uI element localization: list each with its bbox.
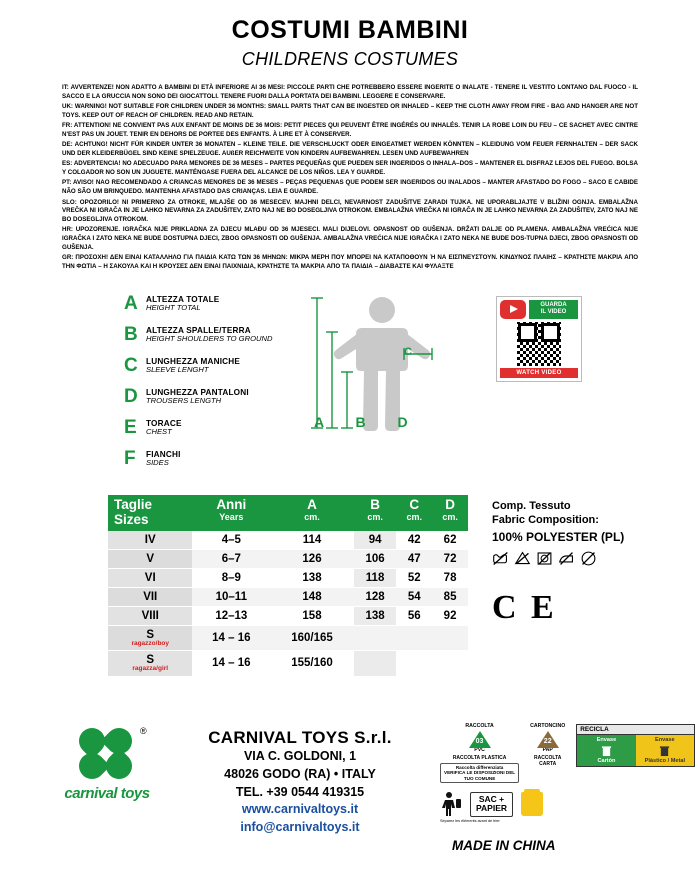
- legend-label-it: TORACE: [146, 418, 182, 428]
- cell-years: 10–11: [192, 587, 270, 606]
- header-d: [432, 495, 468, 531]
- warning-text: NO ADECUADO PARA MENORES DE 36 MESES – PARTES PEQUEÑAS QUE PUEDEN SER INGERIDOS O INHALA–DOS – MANTENER EL DISFRAZ LEJOS DEL FUEGO. BOLSA Y COLGADOR NO SON UN JUGUETE. MANTÉNGASE FUERA DEL ALCANCE DE LOS NIÑOS. LEA Y GUARDE.: [62, 160, 638, 177]
- no-iron-icon: [558, 550, 575, 567]
- warning-text: ΔΕΝ ΕΙΝΑΙ ΚΑΤΑΛΛΗΛΟ ΓΙΑ ΠΑΙΔΙΑ ΚΑΤΩ ΤΩΝ 36 ΜΗΝΩΝ: ΜΙΚΡΑ ΜΕΡΗ ΠΟΥ ΜΠΟΡΕΙ ΝΑ ΚΑΤΑΠΟΘΟΥΝ Ή ΝΑ ΕΙΣΠΝΕΥΣΤΟΥΝ. ΚΙΝΔΥΝΟΣ ΠΛΑΙΗΣ – ΚΡΑΤΗΣΤΕ ΜΑΚΡΙΑ ΑΠΟ ΤΗΝ ΦΩΤΙΑ – Η ΣΑΚΟΥΛΑ ΚΑΙ Η ΚΡΟΥΣΕΣ ΔΕΝ ΕΙΝΑΙ ΠΑΙΧΝΙΔΙΑ, ΚΡΑΤΗΣΤΕ ΤΑ ΜΑΚΡΙΑ ΑΠΟ ΤΑ ΠΑΙΔΙΑ – ΔΙΑΒΑΣΤΕ ΚΑΙ ΦΥΛΑΞΤΕ: [62, 254, 639, 271]
- cell-d: 78: [432, 568, 468, 587]
- cell-d: 62: [432, 531, 468, 550]
- cell-c: 54: [396, 587, 432, 606]
- warning-item: [62, 103, 638, 121]
- watch-video-badge[interactable]: [496, 296, 582, 382]
- legend-label-en: CHEST: [146, 427, 172, 437]
- cell-a: 114: [270, 531, 354, 550]
- cell-size: [108, 625, 192, 651]
- cell-size: IV: [108, 531, 192, 550]
- recicla-title: RECICLA: [577, 725, 694, 735]
- company-website[interactable]: www.carnivaltoys.it: [241, 802, 359, 817]
- table-row: [108, 549, 468, 568]
- recycling-info: [440, 724, 695, 824]
- cell-a: 160/165: [270, 625, 354, 651]
- recicla-box: [576, 724, 695, 767]
- warning-item: [62, 84, 638, 102]
- company-phone: TEL. +39 0544 419315: [235, 784, 365, 799]
- title-block: [0, 0, 700, 70]
- cell-a: 138: [270, 568, 354, 587]
- fabric-label-en: Fabric Composition:: [492, 513, 599, 526]
- warning-lang: DE: ACHTUNG!: [62, 141, 108, 149]
- cell-size: VI: [108, 568, 192, 587]
- figure-letter-labels: A B D: [314, 413, 422, 430]
- legend-letter: D: [124, 385, 138, 407]
- legend-item-c: [124, 356, 314, 380]
- measurement-legend: [124, 294, 314, 480]
- legend-label-en: TROUSERS LENGTH: [146, 396, 222, 406]
- youtube-icon: [500, 300, 526, 319]
- recicla-cell-carton-line1: Envase: [596, 737, 617, 743]
- header-a: [270, 495, 354, 531]
- warning-lang: FR: ATTENTION!: [62, 122, 111, 130]
- warning-item: [62, 199, 638, 225]
- legend-label-it: LUNGHEZZA PANTALONI: [146, 387, 249, 397]
- cell-years: 14 – 16: [192, 651, 270, 677]
- cell-size-note: ragazzo/boy: [131, 639, 169, 647]
- recycle-pap-code: 22: [543, 737, 552, 745]
- cell-size-note: ragazza/girl: [132, 665, 169, 673]
- cell-years: 12–13: [192, 606, 270, 625]
- recycle-triangle-icon: [537, 731, 559, 748]
- no-wash-icon: [492, 550, 509, 567]
- cell-size: [108, 651, 192, 677]
- fabric-label-it: Comp. Tessuto: [492, 500, 571, 512]
- recicla-cell-plastic-line1: Envase: [655, 737, 675, 743]
- recycle-pap-material: PAP: [542, 746, 553, 753]
- warning-text: NI PRIMERNO ZA OTROKE, MLAJŠE OD 36 MESECEV. MAJHNI DELCI, NEVARNOST ZADUŠITVE ZARADI TUJKA. NE UPORABLJAJTE V BLIŽINI OGNJA. EMBALAŽNA VREČKA NI IGRAČA IN JE LAHKO NEVARNA ZA ZADUŠITEV, ZATO NAJ NE BO DOSEGLJIVA OTROKOM. EMBALAŽNA VREČKA NI IGRAČA IN JE LAHKO NEVARNA ZA ZADUŠITEV, ZATO NAJ NE BO DOSEGLJIVA OTROKOM.: [62, 198, 638, 224]
- legend-label-it: FIANCHI: [146, 449, 181, 459]
- company-address-1: VIA C. GOLDONI, 1: [243, 749, 357, 763]
- cell-c: 42: [396, 531, 432, 550]
- cell-years: 8–9: [192, 568, 270, 587]
- cell-years: 14 – 16: [192, 625, 270, 651]
- legend-item-e: [124, 418, 314, 442]
- cell-b: 138: [354, 606, 397, 625]
- warning-lang: IT: AVVERTENZE!: [62, 84, 114, 91]
- recycle-pvc-toplabel: RACCOLTA: [465, 723, 494, 729]
- cell-b: [354, 651, 397, 677]
- legend-letter: E: [124, 416, 137, 438]
- warning-lang: ES: ADVERTENCIA!: [62, 160, 121, 168]
- warning-lang: GR: ΠΡΟΣΟΧΗ!: [62, 254, 109, 262]
- warning-text: IGRAČKA NIJE PRIKLADNA ZA DJECU MLAĐU OD 36 MJESECI. MALI DIJELOVI. OPASNOST OD GUŠENJA. DRŽATI DALJE OD PLAMENA. AMBALAŽNA VREĆICA NIJE IGRAČKA I ZATO NEKA NE BUDE DOSTUPNA DJECI, ZBOG OPASNOSTI OD GUŠENJA. AMBALAŽNA VREĆICA NIJE IGRAČKA I ZATO NEKA NE BUDE DOS-TUPNA DJECI, ZBOG OPASNOSTI OD GUŠENJA.: [62, 226, 638, 252]
- warning-item: [62, 226, 638, 252]
- recycle-pap: [525, 724, 570, 767]
- cell-c: 47: [396, 549, 432, 568]
- warning-item: [62, 160, 638, 178]
- legend-label-en: HEIGHT SHOULDERS TO GROUND: [146, 334, 273, 344]
- cell-b: 106: [354, 549, 397, 568]
- warning-lang: HR: UPOZORENJE.: [62, 226, 121, 234]
- cell-b: 128: [354, 587, 397, 606]
- recicla-cell-plastic-line2: Plástico / Metal: [644, 757, 686, 764]
- sac-papier-line2: PAPIER: [476, 803, 508, 814]
- legend-label-en: SIDES: [146, 458, 169, 468]
- cell-a: 155/160: [270, 651, 354, 677]
- no-bleach-icon: [514, 550, 531, 567]
- warning-text: NON ADATTO A BAMBINI DI ETÀ INFERIORE AI 36 MESI: PICCOLE PARTI CHE POTREBBERO ESSERE INGERITE O INALATE - TENERE IL VESTITO LONTANO DAL FUOCO - IL SACCO E LA GRUCCIA NON SONO DEI GIOCATTOLI. TENERE FUORI DALLA PORTATA DEI BAMBINI. LEGGERE E CONSERVARE.: [62, 84, 638, 100]
- legend-letter: A: [124, 292, 138, 314]
- care-symbols: [492, 550, 672, 567]
- cell-c: [396, 651, 432, 677]
- legend-item-b: [124, 325, 314, 349]
- recicla-cell-plastic: [636, 735, 694, 766]
- cell-b: [354, 625, 397, 651]
- legend-label-it: ALTEZZA SPALLE/TERRA: [146, 325, 251, 335]
- header-b: [354, 495, 397, 531]
- cell-d: 72: [432, 549, 468, 568]
- warnings-block: [62, 84, 638, 272]
- company-name: CARNIVAL TOYS S.r.l.: [208, 728, 392, 747]
- guarda-line-2: IL VIDEO: [540, 309, 567, 316]
- header-d-letter: D: [445, 497, 455, 512]
- guarda-line-1: GUARDA: [540, 301, 567, 308]
- header-sizes: [108, 495, 192, 531]
- sac-papier-box: [470, 792, 513, 817]
- legend-label-en: HEIGHT TOTAL: [146, 303, 201, 313]
- legend-item-d: [124, 387, 314, 411]
- tidyman-icon: [440, 791, 462, 817]
- header-years: [192, 495, 270, 531]
- header-c: [396, 495, 432, 531]
- warning-text: NAO RECOMENDADO A CRIANCAS MENORES DE 36 MESES – PEÇAS PEQUENAS QUE PODEM SER INGERIDOS OU INALADOS – MANTER AFASTADO DO FOGO – SACO E CABIDE NÃO SÃO UM BRINQUEDO. MANTENHA AFASTADO DAS CRIANÇAS. LEIA E GUARDE.: [62, 179, 639, 196]
- table-header-row: [108, 495, 468, 531]
- cell-b: 118: [354, 568, 397, 587]
- cell-d: [432, 625, 468, 651]
- recycle-pap-caption: RACCOLTA CARTA: [534, 754, 562, 767]
- body-measurement-figure: [300, 288, 460, 468]
- recycle-pvc-note-line: Raccolta differenziata: [455, 764, 504, 770]
- header-sizes-en: Sizes: [114, 511, 149, 527]
- size-table: [108, 495, 468, 677]
- table-row: [108, 651, 468, 677]
- brand-logo: [62, 726, 152, 802]
- warning-item: [62, 179, 638, 197]
- warning-lang: UK: WARNING!: [62, 103, 107, 111]
- legend-letter: C: [124, 354, 138, 376]
- page-title: COSTUMI BAMBINI: [231, 16, 469, 44]
- legend-item-f: [124, 449, 314, 473]
- company-address-2: 48026 GODO (RA) • ITALY: [224, 766, 376, 781]
- warning-text: NE CONVIENT PAS AUX ENFANT DE MOINS DE 36 MOIS: PETIT PIECES QUI PEUVENT ÊTRE INGÉRÉS OU INHALÉS. TENIR LA ROBE LOIN DU FEU – CE SACHET AVEC CINTRE N'EST PAS UN JOUET. TENIR EN DEHORS DE PORTEE DES ENFANTS. À LIRE ET À CONSERVER.: [62, 122, 638, 138]
- cell-a: 148: [270, 587, 354, 606]
- cell-d: 85: [432, 587, 468, 606]
- header-sizes-it: Taglie: [114, 497, 153, 512]
- table-row: [108, 587, 468, 606]
- measurement-guide: [0, 288, 700, 473]
- legend-letter: B: [124, 323, 138, 345]
- yellow-bin-icon: [521, 792, 543, 816]
- no-tumble-dry-icon: [536, 550, 553, 567]
- recycle-pvc-verify: VERIFICA LE DISPOSIZIONI DEL TUO COMUNE: [444, 770, 516, 781]
- bin-icon: [659, 745, 670, 757]
- legend-item-a: [124, 294, 314, 318]
- ce-mark: C E: [492, 588, 557, 626]
- cell-c: 52: [396, 568, 432, 587]
- header-d-unit: cm.: [442, 511, 458, 522]
- bin-icon: [601, 745, 612, 757]
- no-dryclean-icon: [580, 550, 597, 567]
- figure-svg: [300, 288, 460, 468]
- recycle-pvc-note: [440, 763, 519, 784]
- sac-papier-line1: SAC +: [478, 794, 505, 805]
- qr-code-icon[interactable]: [517, 322, 561, 366]
- cell-c: 56: [396, 606, 432, 625]
- cell-c: [396, 625, 432, 651]
- fabric-composition-value: 100% POLYESTER (PL): [492, 529, 625, 544]
- recycle-pvc: [440, 724, 519, 783]
- header-years-en: Years: [219, 511, 244, 522]
- cell-d: [432, 651, 468, 677]
- size-table-wrapper: [108, 495, 468, 677]
- header-c-unit: cm.: [406, 511, 423, 522]
- header-a-letter: A: [307, 497, 317, 512]
- page-subtitle: CHILDRENS COSTUMES: [241, 49, 459, 69]
- separation-note: Séparez les éléments avant de trier: [440, 819, 500, 824]
- cell-b: 94: [354, 531, 397, 550]
- warning-item: [62, 254, 638, 272]
- footer: [0, 718, 700, 868]
- table-row: [108, 531, 468, 550]
- figure-letter-c: C: [404, 345, 412, 358]
- header-years-it: Anni: [216, 497, 247, 512]
- fabric-composition-block: [492, 500, 672, 627]
- company-info: [170, 728, 430, 837]
- cell-years: 4–5: [192, 531, 270, 550]
- clover-icon: [76, 726, 138, 784]
- cell-size-label: S: [146, 654, 155, 667]
- warning-lang: SLO: OPOZORILO!: [62, 198, 119, 206]
- brand-wordmark: carnival toys: [64, 785, 150, 802]
- legend-label-it: LUNGHEZZA MANICHE: [146, 356, 241, 366]
- recycle-pap-toplabel: CARTONCINO: [530, 723, 566, 729]
- header-a-unit: cm.: [304, 511, 320, 522]
- watch-video-button[interactable]: WATCH VIDEO: [500, 368, 578, 378]
- recycle-pvc-material: PVC: [474, 746, 485, 753]
- recycle-pvc-code: 03: [475, 737, 484, 745]
- warning-text: NICHT FÜR KINDER UNTER 36 MONATEN – KLEINE TEILE. DIE VERSCHLUCKT ODER EINGEATMET WERDEN KÖNNTEN – KLEIDUNG VOM FEUER FERNHALTEN – DER SACK UND DER KLEIDERBÜGEL SIND KEINE SPIELZEUGE. AUßER REICHWEITE VON KINDERN AUFBEWAHREN. LESEN UND AUFBEWAHREN: [62, 141, 639, 158]
- warning-lang: PT: AVISO!: [62, 179, 94, 187]
- header-b-letter: B: [370, 497, 380, 512]
- warning-item: [62, 141, 638, 159]
- cell-size-label: S: [146, 628, 155, 641]
- recycle-triangle-icon: [469, 731, 491, 748]
- guarda-il-video-label: [529, 300, 578, 319]
- registered-trademark-icon: ®: [140, 726, 147, 736]
- cell-d: 92: [432, 606, 468, 625]
- cell-a: 126: [270, 549, 354, 568]
- header-c-letter: C: [409, 497, 420, 512]
- recicla-cell-carton-line2: Cartón: [597, 757, 616, 764]
- recicla-cell-carton: [577, 735, 635, 766]
- company-email[interactable]: info@carnivaltoys.it: [240, 820, 360, 834]
- table-row: [108, 568, 468, 587]
- warning-text: NOT SUITABLE FOR CHILDREN UNDER 36 MONTHS: SMALL PARTS THAT CAN BE INGESTED OR INHALED – KEEP THE CLOTH AWAY FROM FIRE - BAG AND HANGER ARE NOT TOYS. KEEP OUT OF REACH OF CHILDREN. READ AND RETAIN.: [62, 103, 638, 119]
- recycle-pvc-caption: RACCOLTA PLASTICA: [452, 754, 507, 761]
- header-b-unit: cm.: [367, 511, 383, 522]
- cell-a: 158: [270, 606, 354, 625]
- legend-letter: F: [124, 447, 136, 469]
- made-in-label: MADE IN CHINA: [452, 838, 556, 853]
- warning-item: [62, 122, 638, 140]
- table-row: [108, 606, 468, 625]
- cell-size: VII: [108, 587, 192, 606]
- cell-size: VIII: [108, 606, 192, 625]
- legend-label-it: ALTEZZA TOTALE: [146, 294, 220, 304]
- cell-size: V: [108, 549, 192, 568]
- cell-years: 6–7: [192, 549, 270, 568]
- legend-label-en: SLEEVE LENGHT: [146, 365, 209, 375]
- table-row: [108, 625, 468, 651]
